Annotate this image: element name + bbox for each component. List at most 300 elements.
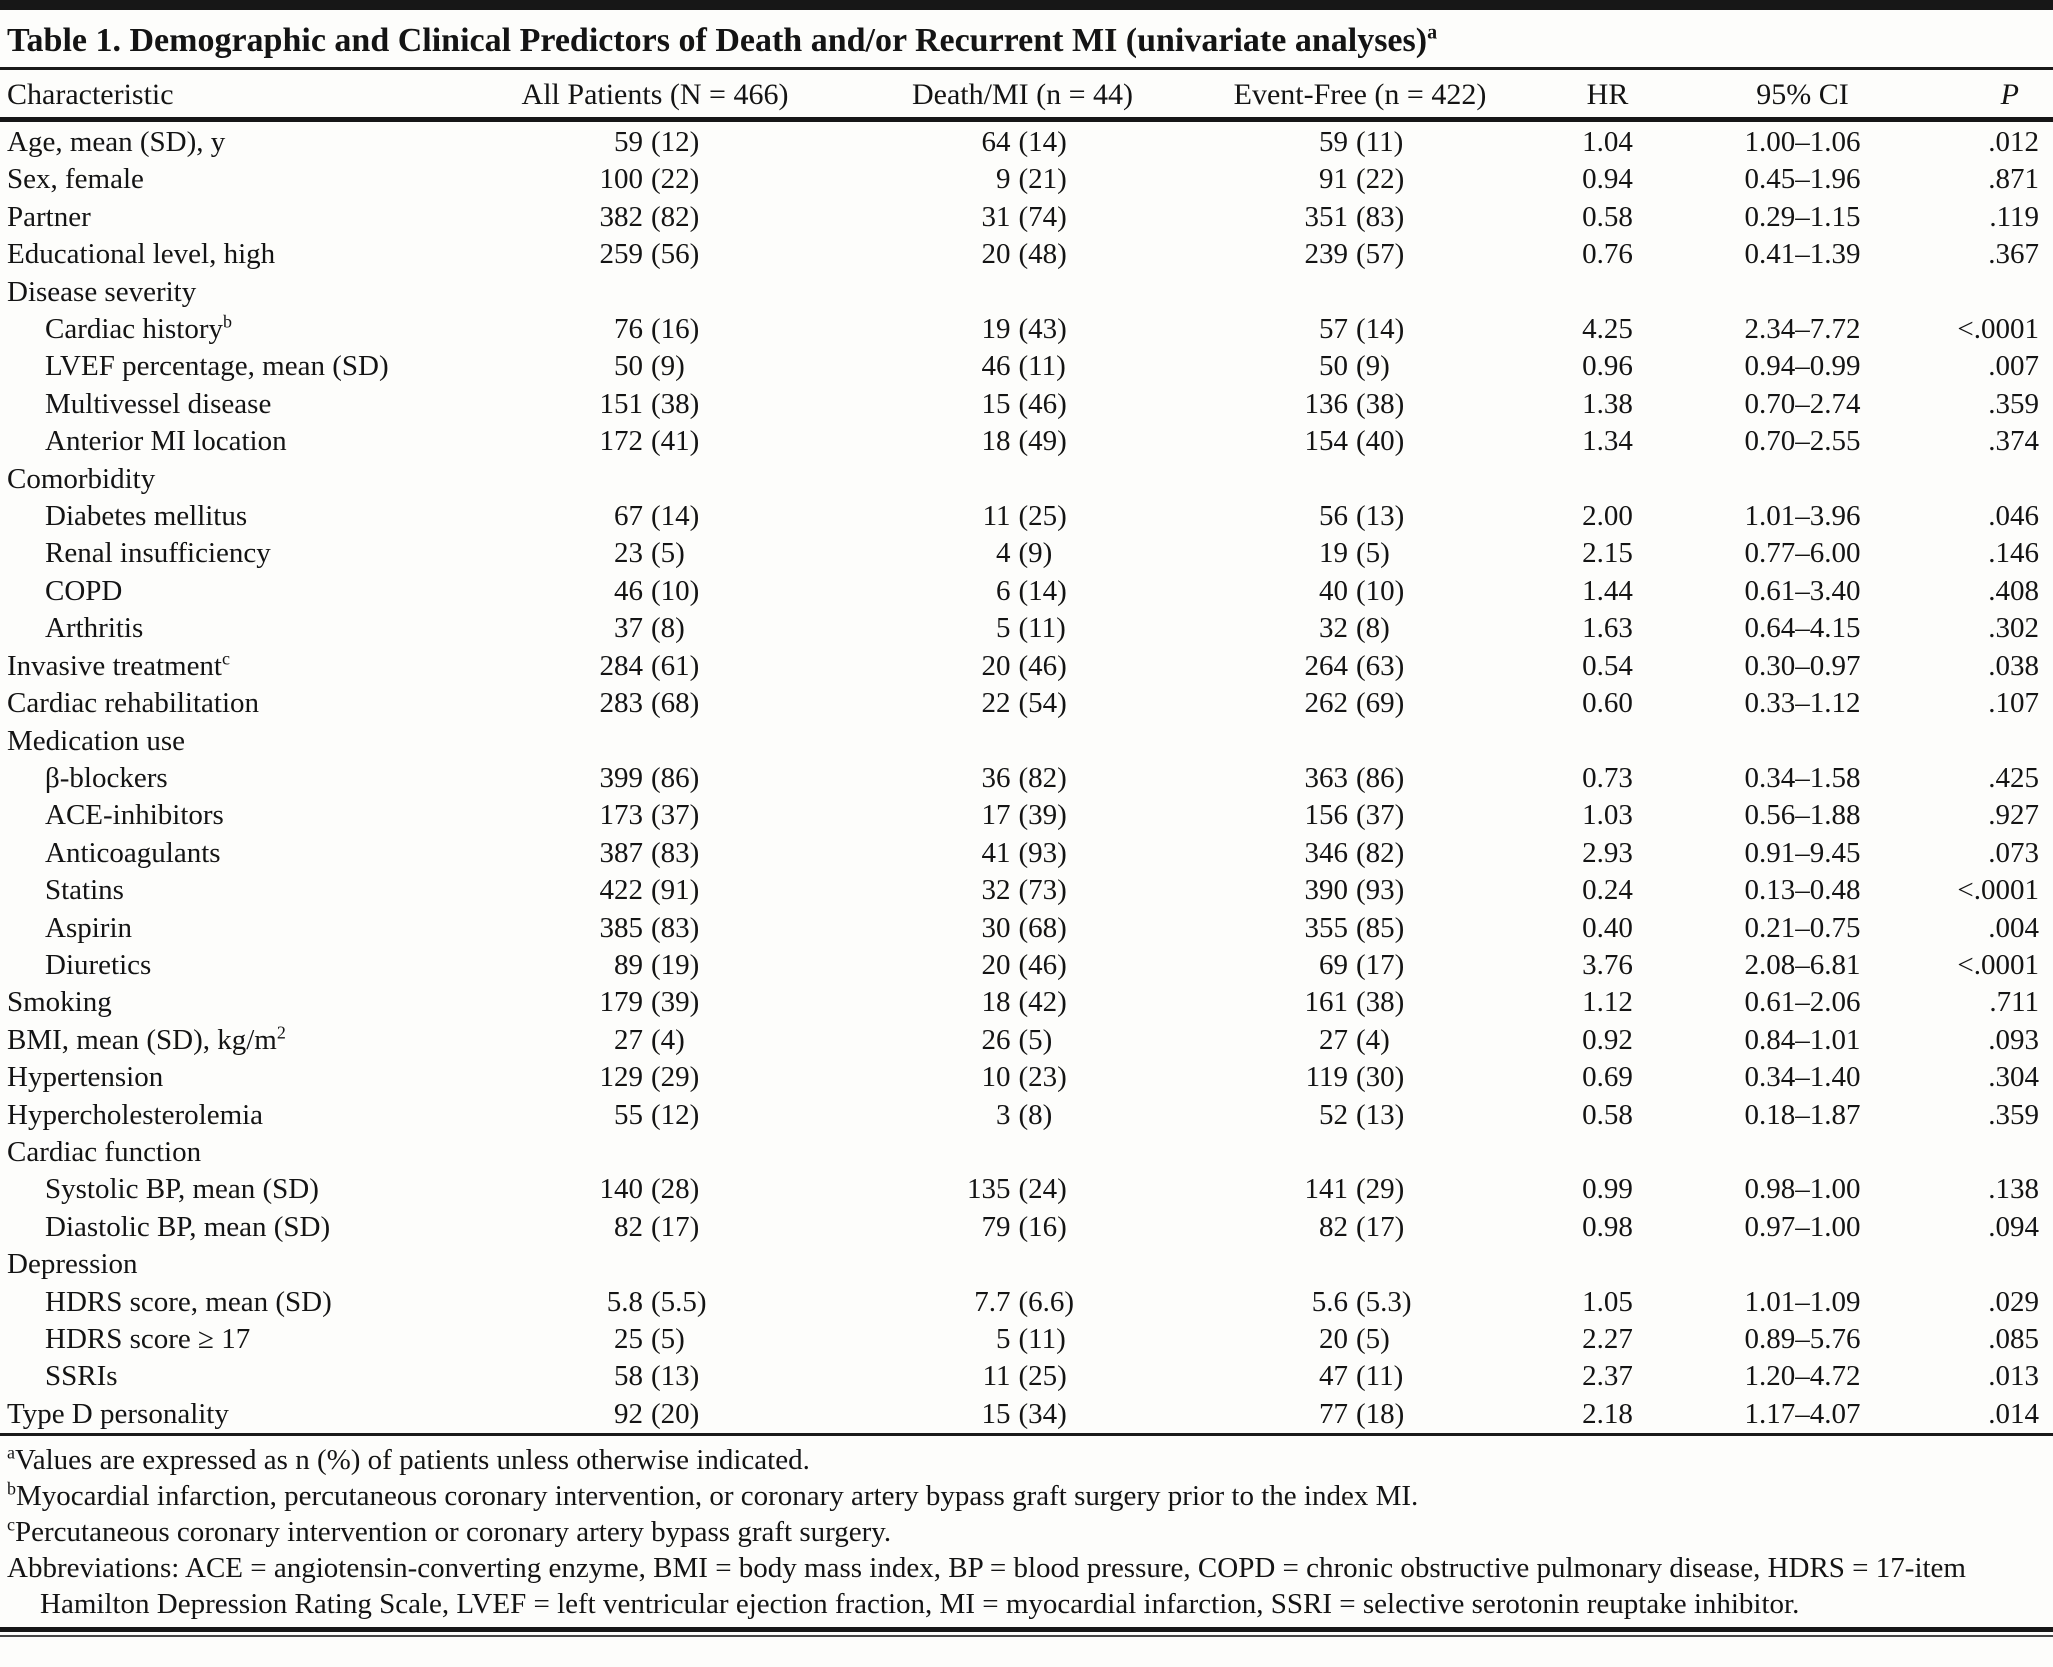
abbreviations-note: Abbreviations: ACE = angiotensin-converting enzyme, BMI = body mass index, BP = blood pressure, COPD = chronic obstructive pulmonary disease, HDRS = 17-item Hamilton Depression Rating Scale, LVEF = left ventricular ejection fraction, MI = myocardial infarction, SSRI = selective serotonin reuptake inhibitor. (7, 1552, 1966, 1621)
cell-p (1925, 1134, 2053, 1171)
footnote-c (7, 1514, 2043, 1550)
cell-ci: 0.21–0.75 (1744, 911, 1861, 944)
cell-value: 6 (996, 574, 1011, 607)
row-label (0, 1059, 450, 1096)
row-label (0, 797, 450, 834)
cell-value: 399 (599, 761, 643, 794)
cell-percent: (83) (651, 911, 700, 944)
table-row (0, 1284, 2053, 1321)
cell-value: 20 (1319, 1323, 1348, 1355)
cell-percent: (9) (1018, 537, 1053, 570)
cell-hr (1535, 461, 1680, 498)
cell-ci: 2.08–6.81 (1744, 948, 1861, 981)
cell-hr: 0.58 (1582, 200, 1633, 233)
cell-value: 264 (1304, 649, 1348, 682)
footnote-a (7, 1442, 2043, 1478)
cell-event (1185, 1396, 1535, 1433)
cell-value: 89 (614, 948, 643, 981)
row-label-text: Diastolic BP, mean (SD) (45, 1210, 331, 1243)
table-row (0, 199, 2053, 236)
cell-all (450, 797, 860, 834)
cell-event (1185, 797, 1535, 834)
col-header-p: P (2000, 78, 2019, 111)
cell-percent: (74) (1018, 200, 1067, 233)
cell-percent: (34) (1018, 1397, 1067, 1430)
row-label (0, 1358, 450, 1395)
cell-ci: 0.91–9.45 (1744, 836, 1861, 869)
cell-hr: 0.99 (1582, 1173, 1633, 1206)
cell-p: .073 (1988, 836, 2039, 869)
cell-all (450, 1059, 860, 1096)
col-header-all-patients: All Patients (N = 466) (521, 78, 789, 111)
cell-value: 259 (599, 238, 643, 271)
row-label-text: Anterior MI location (45, 425, 287, 458)
cell-hr (1535, 1134, 1680, 1171)
cell-percent: (11) (1356, 126, 1404, 158)
cell-value: 76 (614, 313, 643, 346)
cell-percent: (86) (1356, 761, 1405, 794)
row-label (0, 1321, 450, 1358)
cell-death (860, 835, 1185, 872)
row-label (0, 610, 450, 647)
cell-percent: (17) (1356, 1210, 1405, 1243)
cell-all (450, 274, 860, 311)
cell-ci: 0.33–1.12 (1744, 687, 1861, 720)
cell-value: 40 (1319, 574, 1348, 607)
cell-percent: (63) (1356, 649, 1405, 682)
cell-death (860, 423, 1185, 460)
cell-hr: 0.60 (1582, 687, 1633, 720)
cell-percent: (13) (651, 1360, 700, 1393)
row-label-text: Diuretics (45, 948, 152, 981)
table-body (0, 122, 2053, 1433)
cell-value: 50 (614, 350, 643, 383)
cell-event (1185, 610, 1535, 647)
row-label (0, 723, 450, 760)
cell-ci: 1.00–1.06 (1744, 126, 1861, 158)
cell-value: 27 (1319, 1023, 1348, 1056)
cell-hr: 0.96 (1582, 350, 1633, 383)
cell-ci: 0.98–1.00 (1744, 1173, 1861, 1206)
cell-percent: (8) (651, 612, 685, 645)
footnote-b (7, 1478, 2043, 1514)
cell-event (1185, 161, 1535, 198)
cell-p: .014 (1988, 1397, 2039, 1430)
cell-death (860, 274, 1185, 311)
row-label-text: Sex, female (7, 163, 144, 196)
cell-event (1185, 199, 1535, 236)
row-label-text: BMI, mean (SD), kg/m (7, 1023, 277, 1056)
cell-event (1185, 984, 1535, 1021)
cell-value: 46 (614, 574, 643, 607)
row-label-text: Age, mean (SD), y (7, 126, 226, 158)
cell-value: 390 (1304, 874, 1348, 907)
cell-percent: (46) (1018, 948, 1067, 981)
row-label-text: Smoking (7, 986, 112, 1019)
table-row (0, 947, 2053, 984)
cell-value: 23 (614, 537, 643, 570)
row-label-text: HDRS score, mean (SD) (45, 1285, 332, 1318)
cell-event (1185, 124, 1535, 161)
cell-value: 355 (1304, 911, 1348, 944)
cell-value: 32 (1319, 612, 1348, 645)
cell-event (1185, 1097, 1535, 1134)
row-label-text: Renal insufficiency (45, 537, 271, 570)
cell-value: 91 (1319, 163, 1348, 196)
cell-ci (1680, 723, 1925, 760)
cell-value: 7.7 (974, 1285, 1011, 1318)
row-label (0, 648, 450, 685)
row-label (0, 910, 450, 947)
cell-percent: (5) (1356, 1323, 1390, 1355)
table-row (0, 161, 2053, 198)
cell-percent: (40) (1356, 425, 1405, 458)
cell-hr: 1.63 (1582, 612, 1633, 645)
cell-value: 11 (982, 500, 1011, 533)
cell-death (860, 348, 1185, 385)
cell-ci: 0.70–2.74 (1744, 387, 1861, 420)
cell-all (450, 872, 860, 909)
cell-percent: (11) (1018, 612, 1066, 645)
cell-ci: 0.64–4.15 (1744, 612, 1861, 645)
cell-hr: 1.03 (1582, 799, 1633, 832)
cell-p: <.0001 (1957, 874, 2039, 907)
cell-death (860, 1209, 1185, 1246)
cell-percent: (37) (1356, 799, 1405, 832)
cell-death (860, 1396, 1185, 1433)
cell-hr: 1.44 (1582, 574, 1633, 607)
cell-all (450, 386, 860, 423)
cell-value: 37 (614, 612, 643, 645)
cell-value: 58 (614, 1360, 643, 1393)
cell-percent: (13) (1356, 1098, 1405, 1131)
cell-event (1185, 1321, 1535, 1358)
cell-event (1185, 685, 1535, 722)
cell-all (450, 348, 860, 385)
cell-value: 36 (981, 761, 1011, 794)
cell-value: 154 (1304, 425, 1348, 458)
table-row (0, 1059, 2053, 1096)
cell-hr: 0.54 (1582, 649, 1633, 682)
cell-death (860, 1097, 1185, 1134)
row-label (0, 199, 450, 236)
cell-p: .138 (1988, 1173, 2039, 1206)
cell-ci (1680, 1246, 1925, 1283)
cell-p: .012 (1988, 126, 2039, 158)
cell-event (1185, 760, 1535, 797)
row-label (0, 573, 450, 610)
cell-ci: 0.45–1.96 (1744, 163, 1861, 196)
cell-p: .927 (1988, 799, 2039, 832)
cell-percent: (16) (1018, 1210, 1067, 1243)
cell-ci: 0.34–1.58 (1744, 761, 1861, 794)
row-label (0, 274, 450, 311)
row-label-text: Systolic BP, mean (SD) (45, 1173, 319, 1206)
cell-ci: 0.34–1.40 (1744, 1061, 1861, 1094)
cell-all (450, 1284, 860, 1321)
cell-p (1925, 723, 2053, 760)
cell-ci: 0.56–1.88 (1744, 799, 1861, 832)
cell-percent: (25) (1018, 1360, 1067, 1393)
cell-percent: (69) (1356, 687, 1405, 720)
cell-p: .367 (1988, 238, 2039, 271)
cell-all (450, 1134, 860, 1171)
table-title-text: Table 1. Demographic and Clinical Predictors of Death and/or Recurrent MI (univariate analyses) (7, 22, 1428, 59)
cell-value: 77 (1319, 1397, 1348, 1430)
row-label (0, 685, 450, 722)
row-label-text: Invasive treatment (7, 649, 222, 682)
cell-percent: (17) (1356, 948, 1405, 981)
cell-ci: 0.97–1.00 (1744, 1210, 1861, 1243)
cell-event (1185, 947, 1535, 984)
cell-p: .711 (1989, 986, 2039, 1019)
cell-p: .107 (1988, 687, 2039, 720)
cell-event (1185, 723, 1535, 760)
cell-value: 10 (981, 1061, 1011, 1094)
cell-value: 67 (614, 500, 643, 533)
cell-percent: (22) (651, 163, 700, 196)
col-header-characteristic: Characteristic (7, 78, 174, 111)
cell-value: 31 (981, 200, 1011, 233)
table-row (0, 348, 2053, 385)
cell-value: 46 (981, 350, 1011, 383)
cell-all (450, 947, 860, 984)
cell-percent: (9) (1356, 350, 1390, 383)
cell-percent: (39) (651, 986, 700, 1019)
cell-death (860, 386, 1185, 423)
cell-death (860, 685, 1185, 722)
cell-percent: (5) (651, 1323, 685, 1355)
cell-percent: (39) (1018, 799, 1067, 832)
cell-event (1185, 1358, 1535, 1395)
cell-value: 100 (599, 163, 643, 196)
cell-hr (1535, 274, 1680, 311)
row-label (0, 535, 450, 572)
cell-event (1185, 648, 1535, 685)
row-label (0, 348, 450, 385)
cell-all (450, 1396, 860, 1433)
cell-value: 363 (1304, 761, 1348, 794)
table-row (0, 1396, 2053, 1433)
row-label-text: Diabetes mellitus (45, 500, 248, 533)
cell-value: 11 (982, 1360, 1011, 1393)
row-label-text: Hypertension (7, 1061, 164, 1094)
cell-death (860, 1321, 1185, 1358)
cell-death (860, 236, 1185, 273)
cell-percent: (91) (651, 874, 700, 907)
cell-percent: (38) (1356, 387, 1405, 420)
cell-all (450, 685, 860, 722)
cell-death (860, 984, 1185, 1021)
cell-percent: (38) (651, 387, 700, 420)
cell-percent: (68) (651, 687, 700, 720)
cell-ci: 1.17–4.07 (1744, 1397, 1861, 1430)
cell-ci: 0.84–1.01 (1744, 1023, 1861, 1056)
cell-value: 129 (599, 1061, 643, 1094)
table-row (0, 872, 2053, 909)
section-header-row (0, 274, 2053, 311)
cell-death (860, 161, 1185, 198)
cell-all (450, 535, 860, 572)
cell-death (860, 723, 1185, 760)
cell-all (450, 199, 860, 236)
cell-value: 56 (1319, 500, 1348, 533)
cell-death (860, 311, 1185, 348)
header-row (0, 70, 2053, 122)
table-row (0, 1209, 2053, 1246)
cell-percent: (19) (651, 948, 700, 981)
cell-p: <.0001 (1957, 313, 2039, 346)
row-label (0, 760, 450, 797)
cell-value: 30 (981, 911, 1011, 944)
cell-hr: 0.76 (1582, 238, 1633, 271)
row-label (0, 498, 450, 535)
cell-event (1185, 835, 1535, 872)
table-row (0, 1171, 2053, 1208)
cell-ci: 2.34–7.72 (1744, 313, 1861, 346)
cell-all (450, 1171, 860, 1208)
row-label-text: Cardiac history (45, 313, 223, 346)
cell-value: 50 (1319, 350, 1348, 383)
cell-percent: (21) (1018, 163, 1067, 196)
cell-value: 22 (981, 687, 1011, 720)
cell-percent: (11) (1018, 350, 1066, 383)
row-label (0, 947, 450, 984)
col-header-hr: HR (1586, 78, 1629, 111)
cell-ci: 0.18–1.87 (1744, 1098, 1861, 1131)
cell-ci: 0.41–1.39 (1744, 238, 1861, 271)
bottom-rule-thin (0, 1635, 2053, 1637)
cell-hr: 1.12 (1582, 986, 1633, 1019)
row-label (0, 1097, 450, 1134)
cell-event (1185, 498, 1535, 535)
cell-percent: (22) (1356, 163, 1405, 196)
table-row (0, 648, 2053, 685)
cell-p: <.0001 (1957, 948, 2039, 981)
row-label-text: Cardiac rehabilitation (7, 687, 260, 720)
row-label (0, 124, 450, 161)
cell-value: 92 (614, 1397, 643, 1430)
cell-ci: 0.61–3.40 (1744, 574, 1861, 607)
cell-value: 136 (1304, 387, 1348, 420)
cell-hr: 0.40 (1582, 911, 1633, 944)
cell-percent: (37) (651, 799, 700, 832)
table-row (0, 610, 2053, 647)
cell-death (860, 1171, 1185, 1208)
cell-percent: (61) (651, 649, 700, 682)
row-label (0, 1396, 450, 1433)
cell-percent: (9) (651, 350, 685, 383)
cell-value: 47 (1319, 1360, 1348, 1393)
row-label-text: Cardiac function (7, 1135, 202, 1168)
row-label-text: HDRS score ≥ 17 (45, 1323, 251, 1355)
cell-hr: 3.76 (1582, 948, 1633, 981)
cell-percent: (23) (1018, 1061, 1067, 1094)
cell-all (450, 124, 860, 161)
cell-value: 422 (599, 874, 643, 907)
cell-ci: 0.77–6.00 (1744, 537, 1861, 570)
table-row (0, 1022, 2053, 1059)
footnote-c-marker: c (7, 1514, 15, 1535)
section-header-row (0, 1246, 2053, 1283)
cell-ci: 0.13–0.48 (1744, 874, 1861, 907)
cell-value: 26 (981, 1023, 1011, 1056)
cell-percent: (68) (1018, 911, 1067, 944)
row-label-superscript: 2 (276, 1022, 286, 1043)
cell-p: .304 (1988, 1061, 2039, 1094)
cell-death (860, 1022, 1185, 1059)
col-header-95ci: 95% CI (1756, 78, 1849, 111)
cell-event (1185, 423, 1535, 460)
cell-death (860, 1059, 1185, 1096)
footnote-a-text: Values are expressed as n (%) of patients unless otherwise indicated. (15, 1444, 810, 1477)
cell-death (860, 872, 1185, 909)
cell-death (860, 124, 1185, 161)
cell-value: 5 (996, 1323, 1011, 1355)
cell-percent: (5) (1018, 1023, 1053, 1056)
row-label-text: Hypercholesterolemia (7, 1098, 264, 1131)
table-row (0, 124, 2053, 161)
cell-hr: 0.58 (1582, 1098, 1633, 1131)
cell-value: 20 (981, 238, 1011, 271)
table-row (0, 1097, 2053, 1134)
cell-value: 172 (599, 425, 643, 458)
footnote-b-text: Myocardial infarction, percutaneous coronary intervention, or coronary artery bypass graft surgery prior to the index MI. (16, 1480, 1419, 1513)
cell-value: 5.8 (606, 1285, 643, 1318)
cell-value: 140 (599, 1173, 643, 1206)
cell-event (1185, 386, 1535, 423)
section-header-row (0, 723, 2053, 760)
row-label-text: Comorbidity (7, 462, 156, 495)
cell-event (1185, 1171, 1535, 1208)
cell-value: 55 (614, 1098, 643, 1131)
row-label (0, 236, 450, 273)
cell-value: 141 (1304, 1173, 1348, 1206)
cell-event (1185, 910, 1535, 947)
cell-percent: (73) (1018, 874, 1067, 907)
cell-value: 20 (981, 649, 1011, 682)
cell-percent: (46) (1018, 649, 1067, 682)
cell-percent: (5) (1356, 537, 1390, 570)
cell-value: 17 (981, 799, 1011, 832)
cell-percent: (43) (1018, 313, 1067, 346)
cell-ci: 0.70–2.55 (1744, 425, 1861, 458)
cell-value: 5 (996, 612, 1011, 645)
cell-percent: (14) (1018, 126, 1067, 158)
cell-ci: 0.30–0.97 (1744, 649, 1861, 682)
cell-p: .302 (1988, 612, 2039, 645)
cell-percent: (16) (651, 313, 700, 346)
row-label (0, 161, 450, 198)
cell-percent: (93) (1356, 874, 1405, 907)
cell-p: .119 (1989, 200, 2039, 233)
cell-percent: (29) (651, 1061, 700, 1094)
cell-all (450, 610, 860, 647)
cell-all (450, 423, 860, 460)
cell-p: .094 (1988, 1210, 2039, 1243)
cell-value: 173 (599, 799, 643, 832)
cell-hr: 1.38 (1582, 387, 1633, 420)
cell-p: .359 (1988, 387, 2039, 420)
row-label-text: Multivessel disease (45, 387, 272, 420)
cell-percent: (10) (651, 574, 700, 607)
cell-percent: (82) (651, 200, 700, 233)
cell-percent: (12) (651, 1098, 700, 1131)
cell-percent: (85) (1356, 911, 1405, 944)
cell-value: 82 (1319, 1210, 1348, 1243)
row-label (0, 311, 450, 348)
row-label-text: LVEF percentage, mean (SD) (45, 350, 389, 383)
